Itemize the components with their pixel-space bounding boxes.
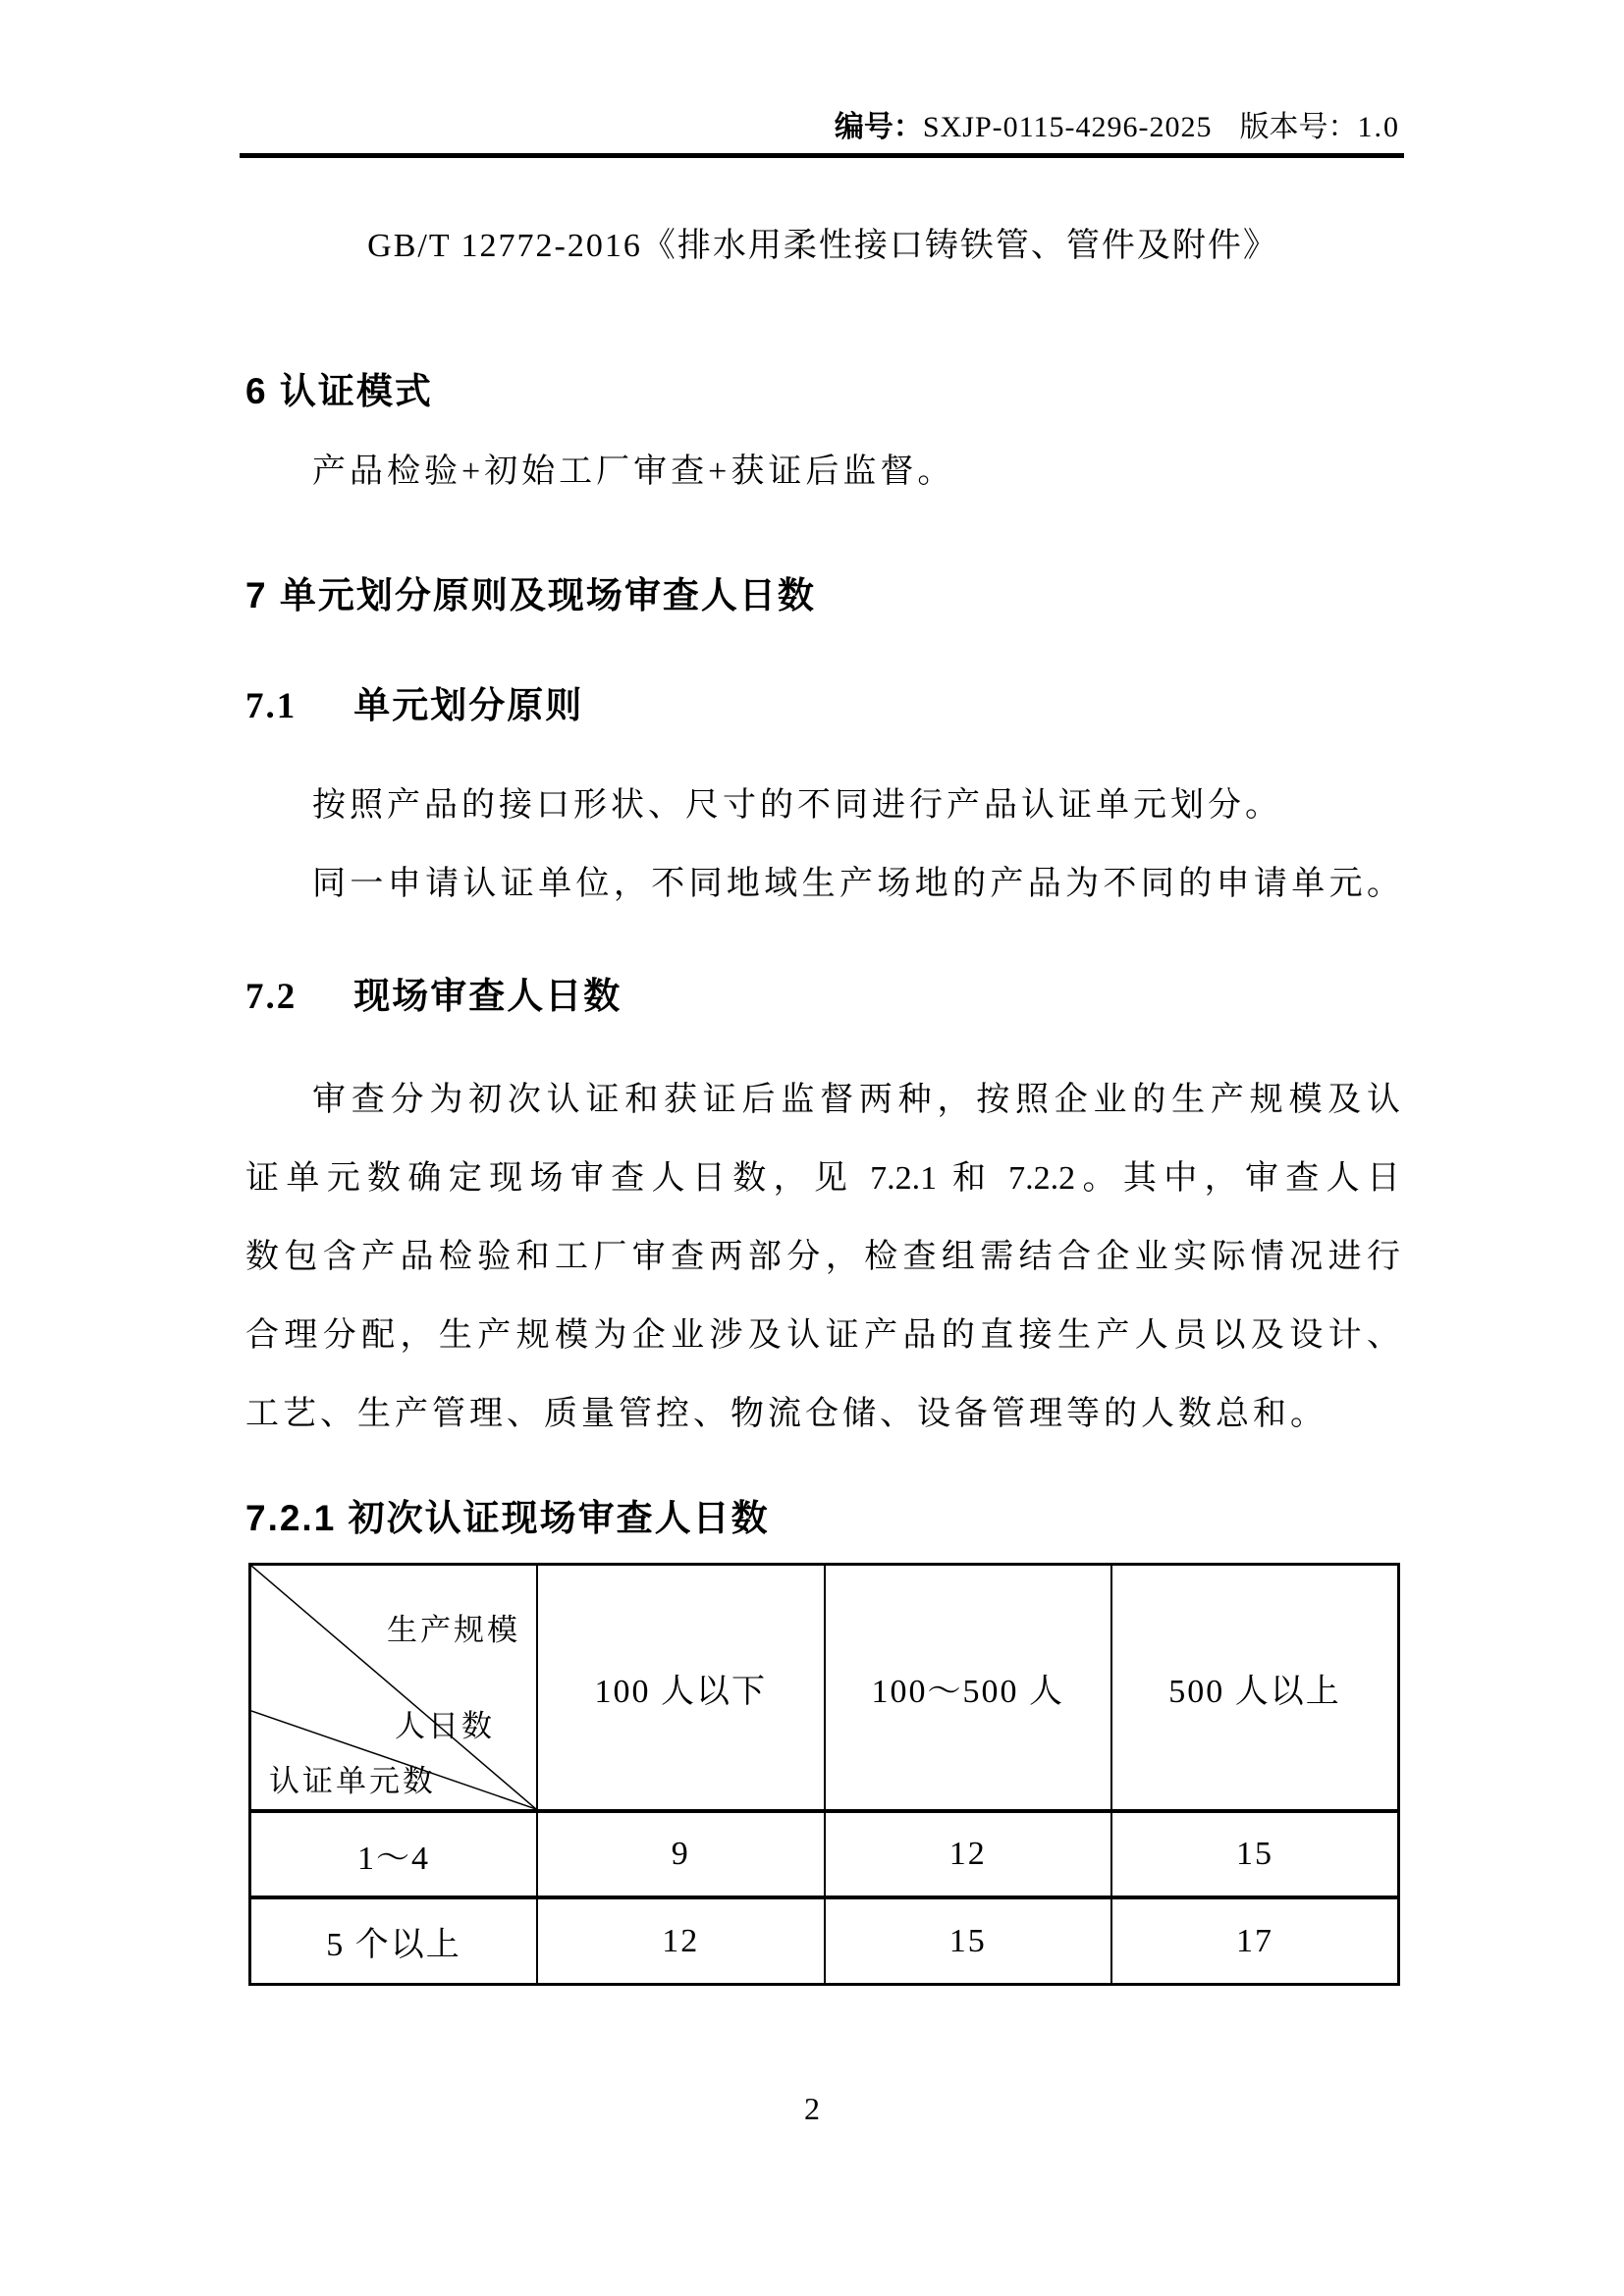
table-cell: 12 xyxy=(537,1897,825,1985)
section-7-2-1-heading: 7.2.1 初次认证现场审查人日数 xyxy=(245,1498,770,1538)
document-header xyxy=(245,102,1400,145)
section-7-1-number: 7.1 xyxy=(245,686,298,726)
corner-label-production-scale: 生产规模 xyxy=(387,1613,520,1647)
section-7-1-heading xyxy=(245,675,583,728)
table-row xyxy=(250,1897,1399,1985)
table-header-row xyxy=(250,1565,1399,1812)
header-divider xyxy=(240,153,1404,158)
section-7-2-number: 7.2 xyxy=(245,977,298,1017)
section-7-2-para-line-5: 工艺、生产管理、质量管控、物流仓储、设备管理等的人数总和。 xyxy=(245,1396,1327,1432)
corner-label-cert-units: 认证单元数 xyxy=(269,1764,436,1798)
section-7-2-heading xyxy=(245,966,622,1019)
section-7-1-para-2: 同一申请认证单位，不同地域生产场地的产品为不同的申请单元。 xyxy=(312,866,1400,902)
section-7-1-para-1: 按照产品的接口形状、尺寸的不同进行产品认证单元划分。 xyxy=(312,787,1282,824)
section-7-1-title: 单元划分原则 xyxy=(353,685,584,725)
corner-label-mandays: 人日数 xyxy=(395,1709,495,1743)
table-cell: 15 xyxy=(825,1897,1112,1985)
column-header: 100～500 人 xyxy=(825,1565,1112,1812)
doc-code-value: SXJP-0115-4296-2025 xyxy=(922,111,1213,143)
table-cell: 12 xyxy=(825,1811,1112,1897)
doc-version-value: 1.0 xyxy=(1357,111,1400,143)
initial-certification-mandays-table xyxy=(248,1563,1400,1986)
section-6-heading: 6 认证模式 xyxy=(245,371,433,411)
table-row xyxy=(250,1811,1399,1897)
row-label: 5 个以上 xyxy=(250,1897,538,1985)
section-7-2-para-line-1: 审查分为初次认证和获证后监督两种，按照企业的生产规模及认 xyxy=(312,1082,1400,1118)
column-header: 100 人以下 xyxy=(537,1565,825,1812)
table-cell: 17 xyxy=(1111,1897,1399,1985)
section-6-body: 产品检验+初始工厂审查+获证后监督。 xyxy=(312,454,955,490)
table-corner-cell xyxy=(250,1565,538,1812)
section-7-2-para-line-2: 证单元数确定现场审查人日数，见 7.2.1 和 7.2.2。其中，审查人日 xyxy=(245,1160,1400,1197)
section-7-heading: 7 单元划分原则及现场审查人日数 xyxy=(245,575,816,615)
table-cell: 9 xyxy=(537,1811,825,1897)
section-7-2-title: 现场审查人日数 xyxy=(353,976,623,1016)
page-number: 2 xyxy=(804,2091,820,2126)
section-7-2-para-line-3: 数包含产品检验和工厂审查两部分，检查组需结合企业实际情况进行 xyxy=(245,1239,1400,1275)
standard-reference-line: GB/T 12772-2016《排水用柔性接口铸铁管、管件及附件》 xyxy=(367,228,1278,264)
doc-code-label: 编号： xyxy=(834,111,923,143)
section-7-2-para-line-4: 合理分配，生产规模为企业涉及认证产品的直接生产人员以及设计、 xyxy=(245,1317,1400,1354)
row-label: 1～4 xyxy=(250,1811,538,1897)
table-cell: 15 xyxy=(1111,1811,1399,1897)
column-header: 500 人以上 xyxy=(1111,1565,1399,1812)
doc-version-label: 版本号： xyxy=(1239,111,1358,143)
